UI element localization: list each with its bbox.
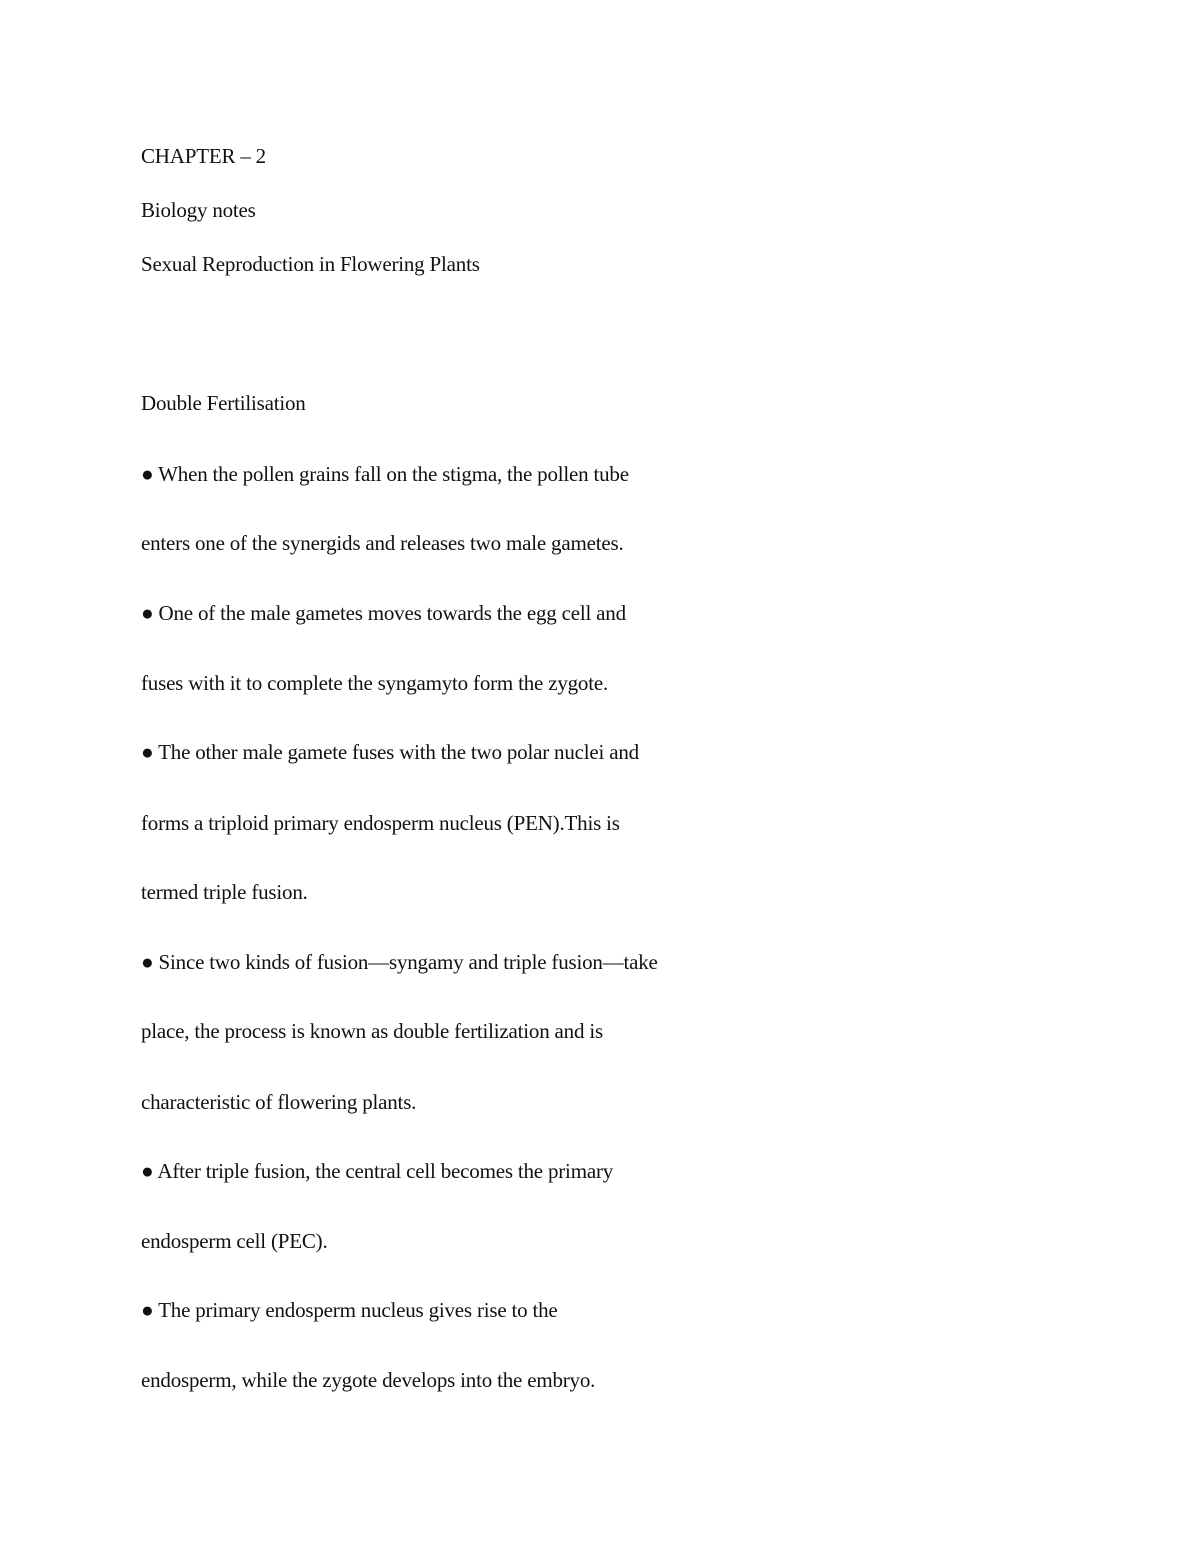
body-line: endosperm, while the zygote develops into the embryo. bbox=[141, 1368, 596, 1392]
section-heading: Double Fertilisation bbox=[141, 391, 306, 415]
body-line: ● Since two kinds of fusion—syngamy and triple fusion—take bbox=[141, 950, 658, 974]
body-line: ● The other male gamete fuses with the two polar nuclei and bbox=[141, 740, 639, 764]
body-line: forms a triploid primary endosperm nucleus (PEN).This is bbox=[141, 811, 620, 835]
body-line: termed triple fusion. bbox=[141, 880, 308, 904]
body-line: endosperm cell (PEC). bbox=[141, 1229, 328, 1253]
body-line: ● After triple fusion, the central cell becomes the primary bbox=[141, 1159, 614, 1183]
body-line: fuses with it to complete the syngamyto form the zygote. bbox=[141, 671, 609, 695]
subject-label: Biology notes bbox=[141, 198, 256, 222]
chapter-title: CHAPTER – 2 bbox=[141, 144, 266, 168]
body-line: ● One of the male gametes moves towards the egg cell and bbox=[141, 601, 626, 625]
body-line: place, the process is known as double fertilization and is bbox=[141, 1019, 603, 1043]
body-line: ● The primary endosperm nucleus gives rise to the bbox=[141, 1298, 558, 1322]
topic-title: Sexual Reproduction in Flowering Plants bbox=[141, 252, 480, 276]
body-line: ● When the pollen grains fall on the stigma, the pollen tube bbox=[141, 462, 629, 486]
body-line: enters one of the synergids and releases two male gametes. bbox=[141, 531, 624, 555]
body-line: characteristic of flowering plants. bbox=[141, 1090, 417, 1114]
